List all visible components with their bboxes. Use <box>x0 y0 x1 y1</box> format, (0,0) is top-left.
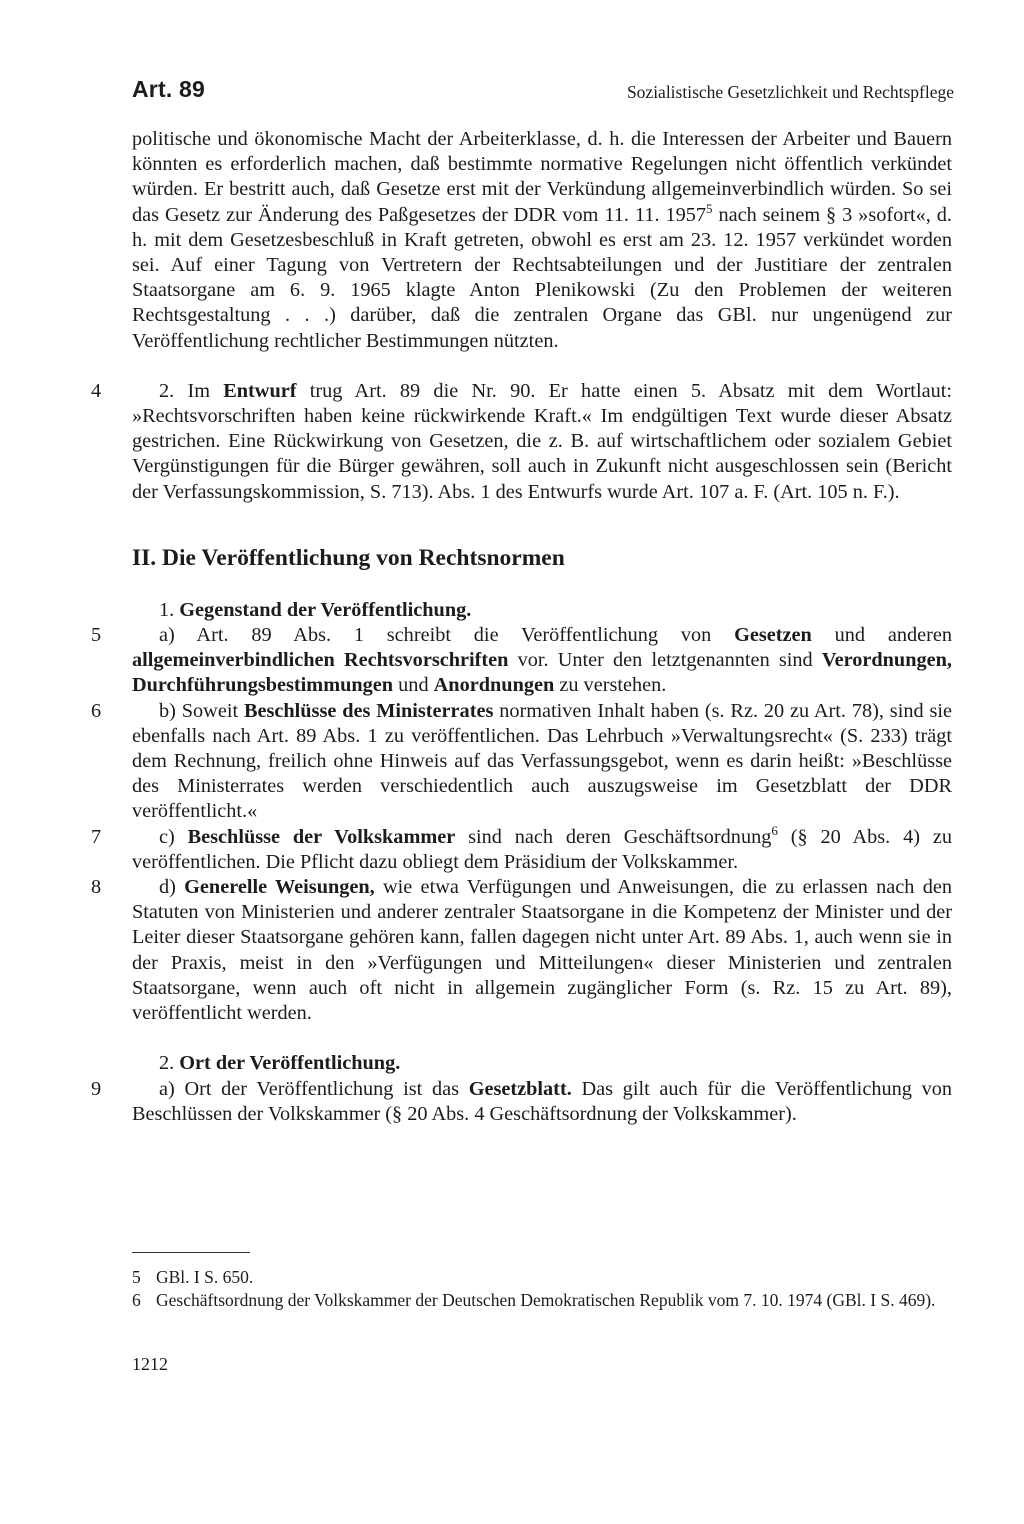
paragraph-rz-5 <box>91 623 952 699</box>
bold-term: Gesetzblatt. <box>468 1077 572 1100</box>
page-header <box>132 76 954 116</box>
text-run: und anderen <box>811 624 952 647</box>
footnote-6 <box>132 1289 952 1312</box>
text-run: politische und ökonomische Macht der Arbeiterklasse, d. h. die Interessen der Arbeiter und Bauern könnten es erforderlich machen, daß bestimmte normative Regelungen nicht öffentlich verkündet würden. Er bestritt auch, daß Gesetze erst mit der Verkündung allgemeinverbindlich würden. So sei das Gesetz zur Änderung des Paßgesetzes der DDR vom 11. 11. 1957 <box>132 128 952 226</box>
section-heading: II. Die Veröffentlichung von Rechtsnormen <box>132 544 565 571</box>
subsection-number: 2. <box>159 1052 180 1075</box>
margin-number-7: 7 <box>91 825 102 848</box>
page-number: 1212 <box>132 1354 168 1374</box>
subsection-heading-2 <box>132 1051 952 1076</box>
footnote-number: 5 <box>132 1267 141 1287</box>
bold-term: Beschlüsse der Volkskammer <box>187 825 456 848</box>
text-run: Das gilt auch für die Veröffentlichung von Beschlüssen der Volkskammer (§ 20 Abs. 4 Geschäftsordnung der Volkskammer). <box>132 1077 952 1125</box>
text-run: d) <box>159 876 185 899</box>
paragraph-rz-9 <box>91 1077 952 1127</box>
paragraph-rz-6 <box>91 699 952 825</box>
paragraph-rz-4 <box>91 379 952 505</box>
margin-number-8: 8 <box>91 876 102 899</box>
text-run: nach seinem § 3 »sofort«, d. h. mit dem Gesetzesbeschluß in Kraft getreten, obwohl es erst am 23. 12. 1957 verkündet worden sei. Auf einer Tagung von Vertretern der Rechtsabteilungen und der Justitiare der zentralen Staatsorgane am 6. 9. 1965 klagte Anton Plenikowski (Zu den Problemen der weiteren Rechtsgestaltung . . .) darüber, daß die zentralen Organe das GBl. nur ungenügend zur Veröffentlichung rechtlicher Bestimmungen nützten. <box>132 203 952 352</box>
footnote-number: 6 <box>132 1290 141 1310</box>
bold-term: Verordnungen, Durchführungsbestimmungen <box>132 649 952 697</box>
text-run: wie etwa Verfügungen und Anweisungen, die zu erlassen nach den Statuten von Ministerien und anderer zentraler Staatsorgane in die Kompetenz der Minister und der Leiter dieser Staatsorgane gehören kann, fallen dagegen nicht unter Art. 89 Abs. 1, auch wenn sie in der Praxis, meist in den »Verfügungen und Mitteilungen« dieser Ministerien und zentralen Staatsorgane, wenn auch oft nicht in allgemein zugänglicher Form (s. Rz. 15 zu Art. 89), veröffentlicht werden. <box>132 876 952 1025</box>
text-run: sind nach deren Geschäftsordnung <box>455 825 772 848</box>
footnote-text: Geschäftsordnung der Volkskammer der Deutschen Demokratischen Republik vom 7. 10. 1974 (GBl. I S. 469). <box>156 1290 936 1310</box>
bold-term: Beschlüsse des Ministerrates <box>243 699 494 722</box>
subsection-heading-1 <box>132 598 952 623</box>
bold-term: Generelle Weisungen, <box>184 876 375 899</box>
main-text <box>91 127 953 1127</box>
margin-number-9: 9 <box>91 1077 102 1100</box>
running-title: Sozialistische Gesetzlichkeit und Rechtspflege <box>626 82 954 102</box>
footnote-5 <box>132 1266 952 1289</box>
footnotes <box>132 1266 952 1312</box>
text-run: vor. Unter den letztgenannten sind <box>508 649 822 672</box>
text-run: (§ 20 Abs. 4) zu veröffentlichen. Die Pflicht dazu obliegt dem Präsidium der Volkskammer. <box>132 825 953 873</box>
text-run: a) Art. 89 Abs. 1 schreibt die Veröffentlichung von <box>159 624 735 647</box>
bold-term: Entwurf <box>223 379 297 402</box>
text-run: 2. Im <box>159 379 224 402</box>
margin-number-4: 4 <box>91 379 102 402</box>
intro-paragraph <box>132 127 952 354</box>
footnote-text: GBl. I S. 650. <box>156 1267 254 1287</box>
subsection-title: Ort der Veröffentlichung. <box>179 1052 401 1075</box>
subsection-title: Gegenstand der Veröffentlichung. <box>179 598 472 621</box>
article-label: Art. 89 <box>132 76 205 102</box>
text-run: c) <box>159 825 188 848</box>
bold-term: Anordnungen <box>433 674 555 697</box>
subsection-number: 1. <box>159 598 180 621</box>
bold-term: allgemeinverbindlichen Rechtsvorschriften <box>132 649 509 672</box>
margin-number-6: 6 <box>91 699 102 722</box>
text-run: a) Ort der Veröffentlichung ist das <box>159 1077 469 1100</box>
text-run: zu verstehen. <box>554 674 667 697</box>
paragraph-rz-8 <box>91 875 952 1026</box>
footnote-ref-6[interactable]: 6 <box>771 822 778 838</box>
text-run: trug Art. 89 die Nr. 90. Er hatte einen 5. Absatz mit dem Wortlaut: »Rechtsvorschriften haben keine rückwirkende Kraft.« Im endgültigen Text wurde dieser Absatz gestrichen. Eine Rückwirkung von Gesetzen, die z. B. auf wirtschaftlichem oder sozialem Gebiet Vergünstigungen für die Bürger gewähren, soll auch in Zukunft nicht ausgeschlossen sein (Bericht der Verfassungskommission, S. 713). Abs. 1 des Entwurfs wurde Art. 107 a. F. (Art. 105 n. F.). <box>132 379 952 503</box>
text-run: b) Soweit <box>159 699 244 722</box>
paragraph-rz-7 <box>91 822 953 875</box>
footnote-divider <box>132 1252 250 1253</box>
text-run: normativen Inhalt haben (s. Rz. 20 zu Art. 78), sind sie ebenfalls nach Art. 89 Abs. 1 zu veröffentlichen. Das Lehrbuch »Verwaltungsrecht« (S. 233) trägt dem Rechnung, freilich ohne Hinweis auf das Verfassungsgebot, wenn es darin heißt: »Beschlüsse des Ministerrates werden verschiedentlich auch auszugsweise im Gesetzblatt der DDR veröffentlicht.« <box>132 699 952 823</box>
text-run: und <box>393 674 434 697</box>
margin-number-5: 5 <box>91 624 102 647</box>
footnote-ref-5[interactable]: 5 <box>706 200 713 216</box>
bold-term: Gesetzen <box>734 624 812 647</box>
